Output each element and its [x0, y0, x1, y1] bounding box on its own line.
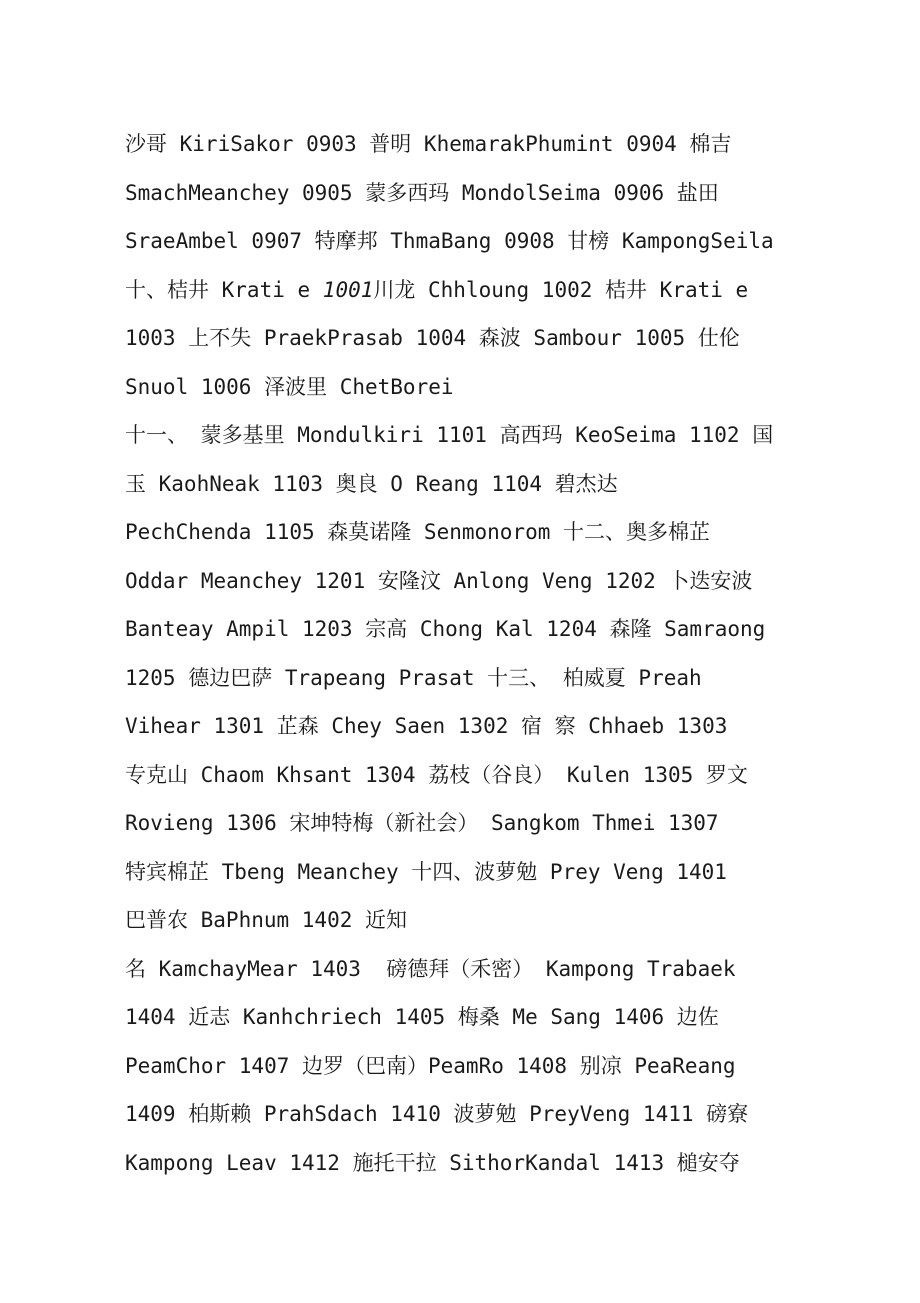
text-line: 1003 上不失 PraekPrasab 1004 森波 Sambour 1005 仕伦 — [125, 326, 740, 350]
text-line: SmachMeanchey 0905 蒙多西玛 MondolSeima 0906 盐田 — [125, 180, 719, 205]
text-line: Snuol 1006 泽波里 ChetBorei — [125, 374, 454, 399]
text-line: 巴普农 BaPhnum 1402 近知 — [125, 908, 408, 932]
text-line: SraeAmbel 0907 特摩邦 ThmaBang 0908 甘榜 KampongSeila — [125, 229, 774, 253]
text-line: PeamChor 1407 边罗（巴南）PeamRo 1408 别凉 PeaReang — [125, 1053, 736, 1078]
text-line — [125, 266, 825, 315]
text-line: Vihear 1301 芷森 Chey Saen 1302 宿 察 Chhaeb 1303 — [125, 714, 728, 738]
text-line: 玉 KaohNeak 1103 奥良 O Reang 1104 碧杰达 — [125, 471, 618, 496]
text-line: 沙哥 KiriSakor 0903 普明 KhemarakPhumint 0904 棉吉 — [125, 132, 732, 156]
text-line: 十一、 蒙多基里 Mondulkiri 1101 高西玛 KeoSeima 1102 国 — [125, 423, 774, 447]
text-line: 1409 柏斯赖 PrahSdach 1410 波萝勉 PreyVeng 1411 磅寮 — [125, 1102, 749, 1126]
text-line: 1404 近志 Kanhchriech 1405 梅桑 Me Sang 1406 边佐 — [125, 1005, 719, 1029]
text-line: 名 KamchayMear 1403 磅德拜（禾密） Kampong Trabaek — [125, 956, 736, 981]
text-line: 特宾棉芷 Tbeng Meanchey 十四、波萝勉 Prey Veng 1401 — [125, 859, 727, 884]
text-segment-italic: 1001 — [322, 277, 374, 302]
text-line: Rovieng 1306 宋坤特梅（新社会） Sangkom Thmei 1307 — [125, 811, 719, 835]
document-body — [125, 120, 825, 1187]
text-segment: 川龙 Chhloung 1002 桔井 Krati e — [373, 277, 749, 302]
text-line: 1205 德边巴萨 Trapeang Prasat 十三、 柏威夏 Preah — [125, 665, 702, 690]
text-line: 专克山 Chaom Khsant 1304 荔枝（谷良） Kulen 1305 罗文 — [125, 762, 748, 787]
text-line: Oddar Meanchey 1201 安隆汶 Anlong Veng 1202 卜迭安波 — [125, 568, 753, 593]
text-line: Kampong Leav 1412 施托干拉 SithorKandal 1413 槌安夺 — [125, 1150, 740, 1175]
text-line: PechChenda 1105 森莫诺隆 Senmonorom 十二、奥多棉芷 — [125, 520, 711, 544]
text-line: Banteay Ampil 1203 宗高 Chong Kal 1204 森隆 Samraong — [125, 617, 766, 641]
text-segment: 十、桔井 Krati e — [125, 277, 323, 302]
